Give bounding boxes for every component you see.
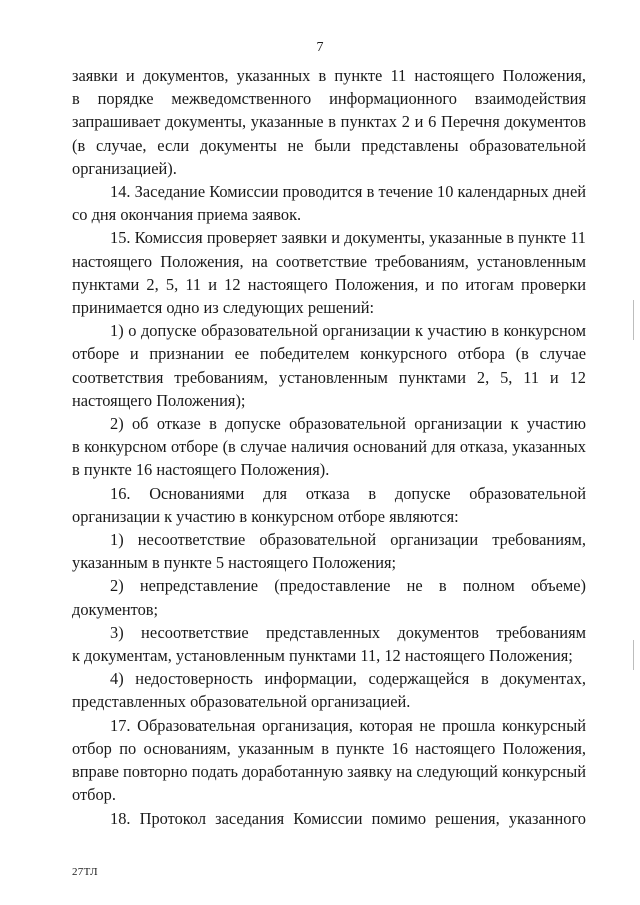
line-text: отбор по основаниям, указанным в пункте 16 настоящего Положения,	[72, 738, 586, 758]
line-text: 17. Образовательная организация, которая не прошла конкурсный	[110, 715, 586, 735]
line-text: 3) несоответствие представленных документов требованиям	[110, 622, 586, 642]
line-text: организации к участию в конкурсном отборе являются:	[72, 506, 459, 526]
line-text: запрашивает документы, указанные в пунктах 2 и 6 Перечня документов	[72, 112, 586, 132]
text-line	[72, 482, 586, 505]
line-text: 2) об отказе в допуске образовательной организации к участию	[110, 414, 586, 434]
text-line	[72, 783, 586, 806]
text-line	[72, 296, 586, 319]
line-text: 1) несоответствие образовательной организации требованиям,	[110, 530, 586, 550]
text-line	[72, 273, 586, 296]
text-line	[72, 87, 586, 110]
text-line	[72, 574, 586, 597]
text-line	[72, 551, 586, 574]
text-line	[72, 389, 586, 412]
text-line	[72, 412, 586, 435]
line-text: вправе повторно подать доработанную заявку на следующий конкурсный	[72, 762, 586, 782]
text-line	[72, 667, 586, 690]
line-text: в порядке межведомственного информационного взаимодействия	[72, 89, 586, 109]
text-line	[72, 528, 586, 551]
footer-code: 27ТЛ	[72, 866, 98, 878]
line-text: в пункте 16 настоящего Положения).	[72, 460, 330, 480]
document-body	[72, 64, 586, 830]
text-line	[72, 644, 586, 667]
line-text: 2) непредставление (предоставление не в полном объеме)	[110, 576, 586, 596]
line-text: 18. Протокол заседания Комиссии помимо решения, указанного	[110, 808, 586, 828]
line-text: отборе и признании ее победителем конкурсного отбора (в случае	[72, 344, 586, 364]
line-text: настоящего Положения);	[72, 390, 246, 410]
text-line	[72, 366, 586, 389]
text-line	[72, 157, 586, 180]
text-line	[72, 621, 586, 644]
line-text: (в случае, если документы не были представлены образовательной	[72, 135, 586, 155]
line-text: 4) недостоверность информации, содержащейся в документах,	[110, 669, 586, 689]
line-text: представленных образовательной организацией.	[72, 692, 411, 712]
text-line	[72, 64, 586, 87]
line-text: в конкурсном отборе (в случае наличия оснований для отказа, указанных	[72, 437, 586, 457]
text-line	[72, 250, 586, 273]
page-number: 7	[316, 40, 324, 55]
line-text: 15. Комиссия проверяет заявки и документы, указанные в пункте 11	[110, 228, 586, 248]
text-line	[72, 690, 586, 713]
line-text: заявки и документов, указанных в пункте 11 настоящего Положения,	[72, 66, 586, 85]
text-line	[72, 737, 586, 760]
line-text: к документам, установленным пунктами 11, 12 настоящего Положения;	[72, 646, 573, 666]
text-line	[72, 203, 586, 226]
line-text: организацией).	[72, 158, 177, 178]
line-text: отбор.	[72, 785, 116, 805]
line-text: принимается одно из следующих решений:	[72, 298, 375, 318]
line-text: пунктами 2, 5, 11 и 12 настоящего Положения, и по итогам проверки	[72, 274, 586, 294]
text-line	[72, 807, 586, 830]
line-text: документов;	[72, 599, 159, 619]
text-line	[72, 342, 586, 365]
text-line	[72, 110, 586, 133]
scan-edge-mark	[633, 640, 634, 670]
text-line	[72, 435, 586, 458]
text-line	[72, 598, 586, 621]
line-text: со дня окончания приема заявок.	[72, 205, 302, 225]
line-text: указанным в пункте 5 настоящего Положения;	[72, 553, 397, 573]
line-text: 1) о допуске образовательной организации к участию в конкурсном	[110, 321, 586, 341]
line-text: 14. Заседание Комиссии проводится в течение 10 календарных дней	[110, 182, 586, 202]
scan-edge-mark	[633, 300, 634, 340]
text-line	[72, 458, 586, 481]
text-line	[72, 319, 586, 342]
text-line	[72, 714, 586, 737]
text-line	[72, 226, 586, 249]
line-text: 16. Основаниями для отказа в допуске образовательной	[110, 483, 586, 503]
line-text: соответствия требованиям, установленным пунктами 2, 5, 11 и 12	[72, 367, 586, 387]
text-line	[72, 180, 586, 203]
line-text: настоящего Положения, на соответствие требованиям, установленным	[72, 251, 586, 271]
text-line	[72, 134, 586, 157]
text-line	[72, 760, 586, 783]
text-line	[72, 505, 586, 528]
